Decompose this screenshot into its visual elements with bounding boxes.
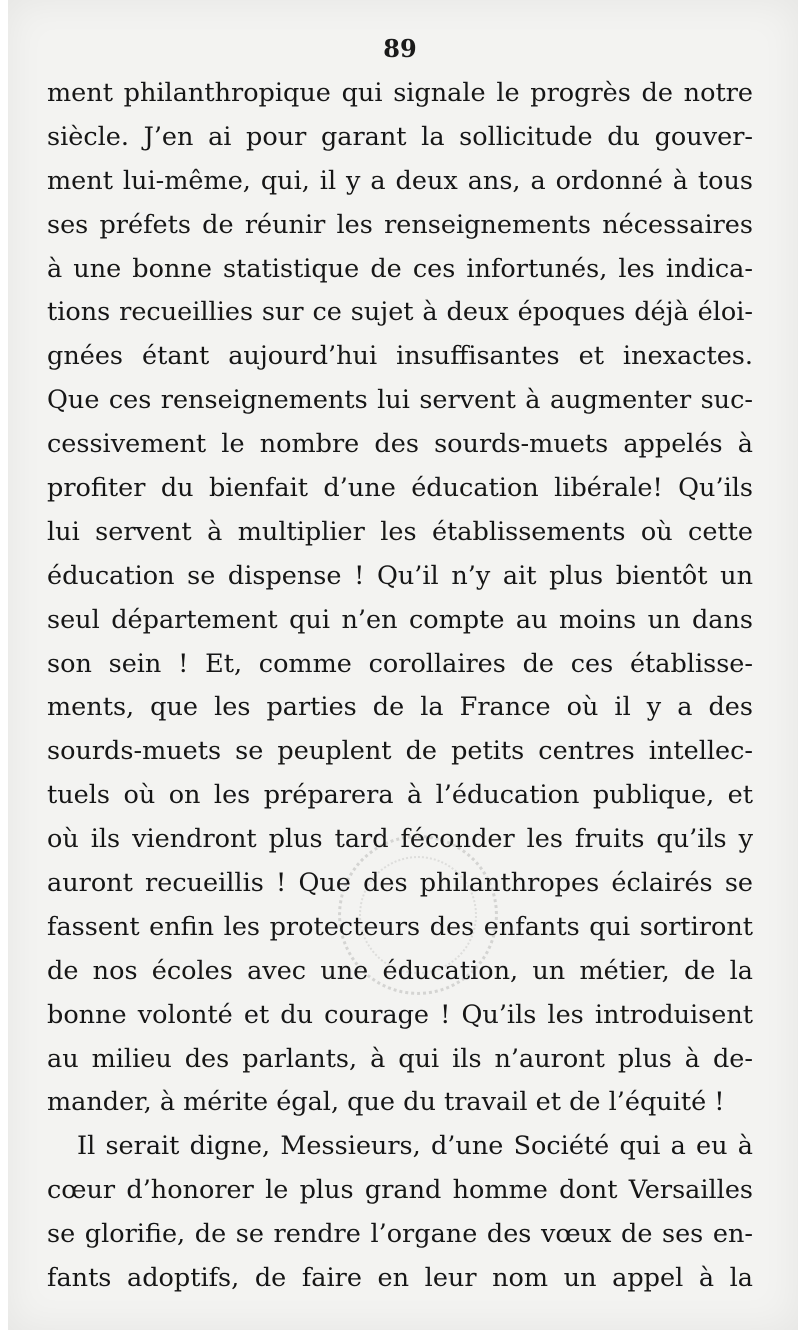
text-line: sourds-muets se peuplent de petits centres intellec-: [47, 736, 753, 767]
text-line: Que ces renseignements lui servent à augmenter suc-: [47, 385, 753, 416]
text-line: seul département qui n’en compte au moins un dans: [47, 604, 753, 635]
text-line: cessivement le nombre des sourds-muets appelés à: [47, 429, 753, 460]
page-number: 89: [383, 34, 417, 63]
text-line: auront recueillis ! Que des philanthropes éclairés se: [47, 868, 753, 899]
text-line: mander, à mérite égal, que du travail et de l’équité !: [47, 1087, 725, 1118]
text-line: fassent enfin les protecteurs des enfants qui sortiront: [47, 911, 753, 942]
text-line: fants adoptifs, de faire en leur nom un appel à la: [47, 1263, 753, 1294]
body-text: [47, 72, 753, 1301]
text-line: bonne volonté et du courage ! Qu’ils les introduisent: [47, 999, 753, 1030]
text-line: ment lui-même, qui, il y a deux ans, a ordonné à tous: [47, 165, 753, 196]
text-line: tions recueillies sur ce sujet à deux époques déjà éloi-: [47, 297, 753, 328]
text-line: de nos écoles avec une éducation, un métier, de la: [47, 955, 753, 986]
text-line: siècle. J’en ai pour garant la sollicitude du gouver-: [47, 121, 753, 152]
text-line: à une bonne statistique de ces infortunés, les indica-: [47, 253, 753, 284]
text-line: où ils viendront plus tard féconder les fruits qu’ils y: [47, 824, 753, 855]
text-line: son sein ! Et, comme corollaires de ces établisse-: [47, 648, 753, 679]
text-line: éducation se dispense ! Qu’il n’y ait plus bientôt un: [47, 560, 753, 591]
text-line: profiter du bienfait d’une éducation libérale! Qu’ils: [47, 473, 753, 504]
text-line: ses préfets de réunir les renseignements nécessaires: [47, 209, 753, 240]
text-line: gnées étant aujourd’hui insuffisantes et inexactes.: [47, 341, 753, 372]
text-line: tuels où on les préparera à l’éducation publique, et: [47, 780, 753, 811]
text-line: ments, que les parties de la France où il y a des: [47, 692, 753, 723]
text-line: lui servent à multiplier les établissements où cette: [47, 516, 753, 547]
text-line: au milieu des parlants, à qui ils n’auront plus à de-: [47, 1043, 753, 1074]
text-line: ment philanthropique qui signale le progrès de notre: [47, 78, 753, 108]
text-line: se glorifie, de se rendre l’organe des vœux de ses en-: [47, 1219, 753, 1250]
text-line: Il serait digne, Messieurs, d’une Société qui a eu à: [77, 1131, 753, 1162]
text-line: cœur d’honorer le plus grand homme dont Versailles: [47, 1175, 753, 1206]
